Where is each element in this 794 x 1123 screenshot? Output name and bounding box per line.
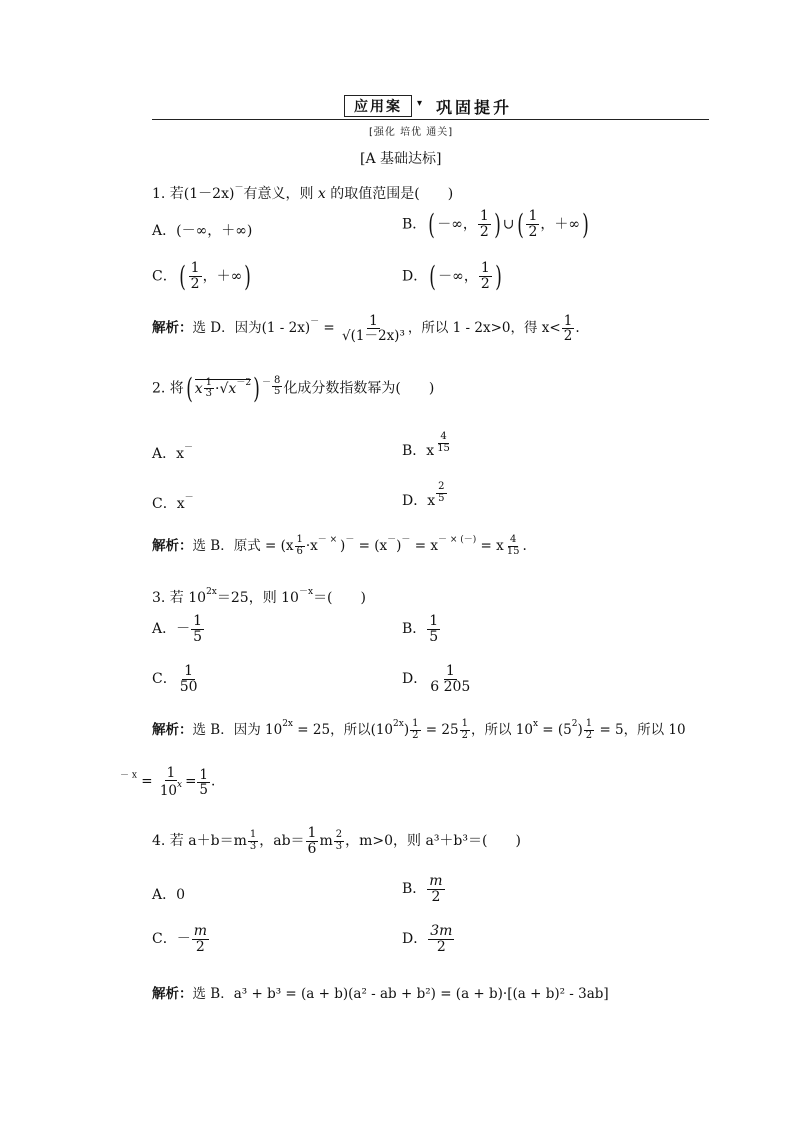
q4-option-b-frac: [427, 874, 444, 904]
q3-answer-e3: x: [532, 719, 539, 729]
q1-answer-frac-den: √(1－2x)³: [342, 328, 405, 345]
q2-option-c-text: C．x: [152, 496, 185, 512]
q3-option-c[interactable]: [152, 664, 201, 694]
q2-inner-root: √: [219, 380, 229, 397]
q2-answer-f: = x: [410, 538, 438, 554]
q3-answer2-frac2: [197, 768, 210, 797]
q1-option-d-label: D．: [402, 268, 428, 285]
q3-option-c-text: C．: [152, 671, 177, 688]
q3-answer-h3-num: 1: [585, 718, 593, 729]
q1-c-pos-inf: ，＋∞: [202, 268, 243, 285]
q1-option-c-label: C．: [152, 268, 177, 285]
q3-option-a-num: 1: [193, 613, 203, 629]
q1-c-half-num: 1: [190, 260, 200, 277]
q2-paren-open: (: [186, 372, 193, 405]
q4-answer-label: 解析：: [152, 986, 193, 1002]
q1-d-paren-close: ): [494, 260, 502, 293]
q2-answer-e7: [505, 535, 522, 557]
q3-stem: [152, 584, 366, 607]
q2-inner-exp-den: 3: [205, 388, 213, 399]
q1-answer-exp: －: [310, 317, 320, 328]
q1-option-b[interactable]: [402, 208, 591, 241]
q3-stem-b: ＝25，则 10: [216, 590, 299, 606]
q3-answer-g: ): [577, 722, 583, 738]
q1-answer-half: [562, 314, 575, 343]
q1-b-half-1-den: 2: [479, 224, 489, 240]
q1-answer-b: ，所以 1 - 2x>0，得 x<: [407, 320, 561, 337]
q3-answer2-d1-exp: x: [177, 780, 183, 791]
q2-option-b-exp-num: 4: [440, 431, 447, 442]
q4-stem-c: m: [319, 833, 333, 850]
q1-stem: [152, 180, 453, 203]
q4-stem-a: 4. 若 a＋b＝m: [152, 833, 247, 850]
q4-stem-b: ，ab＝: [259, 833, 305, 850]
header-marker: ▾: [417, 98, 423, 109]
q4-option-b-den: 2: [431, 888, 441, 905]
q1-b-cup: ∪: [502, 216, 515, 233]
q4-option-c-den: 2: [195, 938, 205, 955]
q1-d-neg-inf: －∞，: [438, 268, 478, 285]
q1-stem-b: 有意义，则: [243, 186, 318, 202]
q2-outer-exp-den: 5: [274, 386, 281, 397]
q3-option-d-frac: [428, 664, 472, 694]
q2-option-b-exp-den: 15: [437, 442, 450, 454]
q1-d-half-num: 1: [480, 260, 490, 277]
q4-option-d-num: 3m: [430, 923, 453, 939]
q2-option-a-exp: －: [184, 443, 194, 453]
q3-option-c-num: 1: [184, 663, 194, 679]
q2-inner-x: x: [194, 380, 203, 397]
q1-b-paren-open: (: [428, 208, 436, 241]
q3-answer-h1: [410, 719, 420, 741]
q3-option-b-text: B．: [402, 621, 427, 638]
q4-option-c-text: C．－: [152, 931, 191, 948]
q1-c-paren-close: ): [244, 260, 251, 293]
q1-answer-frac: [340, 314, 407, 343]
q4-stem-e2-num: 2: [335, 829, 343, 841]
q1-answer-half-num: 1: [563, 313, 573, 329]
q3-option-d-den: 6 205: [430, 678, 471, 695]
q4-option-a[interactable]: A．0: [152, 887, 186, 903]
q4-stem-e1-num: 1: [249, 829, 257, 841]
q1-c-paren-open: (: [178, 260, 186, 293]
q3-answer: [152, 718, 686, 741]
q1-c-half: [189, 261, 202, 291]
q1-c-half-den: 2: [190, 276, 200, 292]
q2-inner-exp: [204, 378, 214, 400]
q2-answer-e2: － ×: [317, 535, 341, 545]
q2-answer-g: = x: [476, 538, 504, 554]
q2-paren-close: ): [253, 372, 260, 405]
header-rule: [152, 119, 709, 120]
q3-answer-h1-den: 2: [412, 729, 419, 741]
q3-answer-line2: [120, 766, 215, 798]
q2-option-d[interactable]: [402, 482, 448, 510]
q3-answer2-n2: 1: [199, 766, 209, 783]
q2-answer-e: ): [396, 538, 402, 554]
q4-option-c-num: m: [193, 923, 207, 939]
q2-answer-e4: －: [387, 535, 397, 545]
q3-answer-b: = 25，所以(10: [293, 722, 394, 738]
q2-outer-root: [194, 376, 252, 399]
q3-option-b-frac: [427, 614, 440, 644]
header-title: 巩固提升: [436, 98, 513, 117]
q2-num: 2. 将: [152, 380, 184, 397]
q1-answer-eq: =: [319, 320, 340, 337]
q3-stem-e1: 2x: [206, 587, 217, 597]
q2-option-d-exp-num: 2: [438, 481, 445, 492]
q4-option-c[interactable]: [152, 924, 210, 954]
q3-answer2-frac1: [158, 766, 184, 798]
q2-answer-e3: －: [345, 535, 355, 545]
q3-answer2-c: =: [185, 773, 197, 790]
q1-d-paren-open: (: [429, 260, 436, 293]
q4-stem-e1-den: 3: [249, 840, 257, 852]
q1-option-c[interactable]: [152, 260, 253, 293]
q3-answer-h: = 5，所以 10: [595, 722, 686, 738]
q2-answer-d: = (x: [354, 538, 388, 554]
q3-answer2-d1-base: 10: [159, 783, 178, 800]
q2-option-c[interactable]: [152, 490, 194, 513]
q1-b-half-1-num: 1: [479, 208, 489, 225]
q1-stem-exp: －: [234, 183, 244, 193]
q3-answer2-d1: [158, 781, 184, 798]
q4-answer: [152, 982, 609, 1002]
q2-option-d-exp: [436, 482, 446, 504]
q1-b-paren-close-2: ): [582, 208, 589, 241]
q4-option-d-den: 2: [436, 938, 446, 955]
q3-answer-e1: 2x: [282, 719, 293, 729]
q1-option-a[interactable]: A．(－∞，＋∞): [152, 223, 253, 239]
q1-answer-frac-num: 1: [369, 313, 378, 329]
q4-option-d-text: D．: [402, 931, 428, 948]
q3-answer-label: 解析：: [152, 722, 193, 738]
q1-answer: [152, 314, 580, 343]
q2-option-a[interactable]: [152, 440, 193, 463]
header-badge: 应用案: [344, 95, 412, 117]
q1-b-half-2-den: 2: [528, 224, 538, 240]
q1-answer-half-den: 2: [563, 328, 573, 345]
q2-stem-text: 化成分数指数幂为( ): [283, 380, 435, 397]
q3-answer-h2-den: 2: [461, 729, 468, 741]
q3-answer-c: ): [403, 722, 410, 738]
q1-answer-a: 选 D．因为(1 - 2x): [192, 320, 311, 337]
q4-option-b-text: B．: [402, 881, 427, 898]
q4-stem-e1: [248, 830, 258, 852]
q3-option-a-frac: [191, 614, 204, 644]
q3-option-b[interactable]: [402, 614, 441, 644]
q2-answer-c: ): [340, 538, 346, 554]
q2-answer-e1: [295, 535, 305, 557]
q3-option-b-den: 5: [429, 628, 439, 645]
q3-answer-h1-num: 1: [412, 718, 419, 729]
q2-answer-b: ·x: [305, 538, 318, 554]
q3-option-a-den: 5: [193, 628, 203, 645]
q3-answer-e: ，所以 10: [470, 722, 533, 738]
q2-inner-x2: x: [228, 380, 237, 397]
q4-stem-e2: [334, 830, 344, 852]
q4-stem-d: ，m>0，则 a³＋b³＝( ): [345, 833, 521, 850]
q3-option-d-num: 1: [445, 663, 455, 679]
q3-option-d-text: D．: [402, 671, 428, 688]
q2-answer-e7-num: 4: [509, 534, 517, 545]
q4-option-d[interactable]: [402, 924, 455, 954]
q3-answer2-n1: 1: [166, 765, 176, 781]
q3-stem-c: ＝( ): [313, 590, 366, 606]
q2-answer-a: 选 B．原式 = (x: [192, 538, 294, 554]
q2-option-d-exp-den: 5: [438, 492, 445, 504]
q1-d-half-den: 2: [480, 276, 490, 292]
q1-b-paren-open-2: (: [516, 208, 524, 241]
q3-answer2-a: － x: [120, 770, 137, 781]
q3-answer-f: = (5: [538, 722, 572, 738]
q4-stem-frac: [306, 826, 319, 856]
q3-option-a[interactable]: [152, 614, 205, 644]
q3-answer-a: 选 B．因为 10: [192, 722, 283, 738]
q4-answer-text: 选 B．a³ + b³ = (a + b)(a² - ab + b²) = (a + b)·[(a + b)² - 3ab]: [192, 986, 609, 1002]
q2-answer-e5: －: [401, 535, 411, 545]
q2-answer-end: .: [522, 538, 527, 554]
q2-option-b-text: B．x: [402, 443, 435, 459]
q1-answer-end: .: [575, 320, 580, 337]
q3-option-a-text: A．－: [152, 621, 191, 638]
q3-option-d[interactable]: [402, 664, 473, 694]
q2-answer: [152, 532, 527, 557]
q1-b-half-1: [478, 209, 491, 239]
q4-option-c-frac: [192, 924, 209, 954]
q1-answer-label: 解析：: [152, 320, 193, 337]
q1-b-neg-inf: －∞，: [437, 216, 477, 233]
q3-option-b-num: 1: [429, 613, 439, 629]
q1-option-b-label: B．: [402, 216, 427, 233]
q2-outer-exp-num: 8: [274, 374, 281, 386]
q2-outer-exp: [272, 376, 282, 398]
q3-answer-h3: [584, 719, 594, 741]
q2-option-b[interactable]: [402, 432, 453, 460]
q1-stem-a: 1. 若(1－2x): [152, 186, 235, 202]
q3-option-c-den: 50: [179, 678, 198, 695]
q2-inner-exp-num: 1: [205, 376, 213, 388]
q3-answer2-d2: 5: [199, 781, 209, 798]
q4-stem-frac-den: 6: [307, 840, 317, 857]
q2-option-b-exp: [435, 432, 452, 454]
q1-stem-var: x: [317, 186, 326, 202]
q3-answer2-end: .: [211, 773, 216, 790]
q1-b-paren-close-1: ): [494, 208, 501, 241]
q3-answer2-b: =: [136, 773, 157, 790]
section-title: [A 基础达标]: [360, 151, 442, 167]
q2-answer-e1-num: 1: [296, 534, 303, 545]
q3-stem-a: 3. 若 10: [152, 590, 207, 606]
q2-option-a-text: A．x: [152, 446, 185, 462]
q2-inner-dot: ·: [215, 380, 220, 397]
q1-d-half: [479, 261, 492, 291]
q1-b-half-2: [526, 209, 539, 239]
q3-stem-e2: －x: [298, 587, 314, 597]
q4-stem-e2-den: 3: [335, 840, 343, 852]
q2-outer-exp-sign: －: [261, 377, 271, 388]
q3-answer-h2: [460, 719, 470, 741]
q2-answer-e6: － × (－): [437, 535, 477, 545]
q4-stem-frac-num: 1: [307, 825, 317, 841]
q2-option-d-text: D．x: [402, 493, 436, 509]
q3-answer-e4: 2: [571, 719, 578, 729]
q4-option-b[interactable]: [402, 874, 446, 904]
q3-answer-d: = 25: [421, 722, 459, 738]
q3-answer-h2-num: 1: [461, 718, 468, 729]
q4-stem: [152, 826, 521, 856]
q3-option-c-frac: [178, 664, 200, 694]
q1-option-d[interactable]: [402, 260, 504, 293]
q3-answer-h3-den: 2: [585, 729, 593, 741]
q4-option-b-num: m: [429, 873, 443, 889]
q2-stem: [152, 372, 434, 405]
header-subtitle: [强化 培优 通关]: [369, 127, 454, 138]
q2-inner-exp2: －2: [236, 377, 252, 388]
q1-stem-c: 的取值范围是( ): [325, 186, 454, 202]
q2-answer-e7-den: 15: [506, 545, 520, 557]
q1-b-pos-inf: ，＋∞: [540, 216, 581, 233]
q3-answer-e2: 2x: [393, 719, 404, 729]
q2-option-c-exp: －: [184, 493, 194, 503]
q1-b-half-2-num: 1: [528, 208, 538, 225]
q4-option-d-frac: [428, 924, 454, 954]
q2-answer-label: 解析：: [152, 538, 193, 554]
q2-answer-e1-den: 6: [296, 545, 303, 557]
